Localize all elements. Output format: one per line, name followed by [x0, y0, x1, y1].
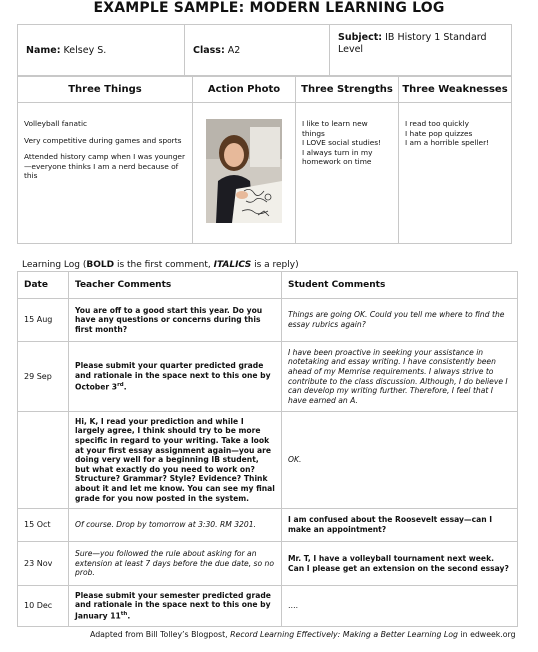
- student-info-table: [17, 24, 512, 76]
- log-date: 15 Aug: [18, 299, 69, 342]
- log-date: 29 Sep: [18, 342, 69, 412]
- strength-item: I always turn in my homework on time: [302, 147, 373, 166]
- teacher-comment: [69, 586, 282, 627]
- teacher-comment: You are off to a good start this year. Do you have any questions or concerns during this first month?: [69, 299, 282, 342]
- student-comment: Things are going OK. Could you tell me where to find the essay rubrics again?: [282, 299, 518, 342]
- student-comment: ….: [282, 586, 518, 627]
- teacher-comment-end: .: [123, 382, 127, 392]
- header-three-strengths: Three Strengths: [296, 77, 399, 103]
- log-label-suffix: is a reply): [251, 260, 299, 270]
- teacher-comment: Sure—you followed the rule about asking for an extension at least 7 days before the due date, so no prob.: [69, 542, 282, 586]
- class-value: A2: [227, 44, 241, 56]
- table-row: [18, 342, 518, 412]
- weakness-item: I am a horrible speller!: [405, 138, 490, 147]
- three-things-cell: [18, 103, 193, 244]
- class-cell: [185, 25, 330, 76]
- log-label-italics: ITALICS: [213, 260, 252, 270]
- learning-log-table: [17, 271, 518, 627]
- footer-suffix: in edweek.org: [458, 630, 516, 639]
- name-cell: [18, 25, 185, 76]
- source-credit: [90, 630, 516, 640]
- footer-prefix: Adapted from Bill Tolley’s Blogpost,: [90, 630, 231, 639]
- table-row: [18, 299, 518, 342]
- log-date: 23 Nov: [18, 542, 69, 586]
- thing-item: Very competitive during games and sports: [24, 135, 182, 145]
- header-date: Date: [18, 272, 69, 299]
- log-date: [18, 412, 69, 509]
- action-photo-image: [206, 119, 282, 223]
- strength-item: I like to learn new things: [302, 119, 368, 138]
- header-action-photo: Action Photo: [193, 77, 296, 103]
- teacher-comment-end: .: [127, 611, 131, 621]
- teacher-comment: [69, 342, 282, 412]
- footer-article-title: Record Learning Effectively: Making a Better Learning Log: [230, 630, 458, 639]
- subject-label: Subject:: [338, 32, 383, 43]
- teacher-comment: Of course. Drop by tomorrow at 3:30. RM 3201.: [69, 509, 282, 542]
- table-row: [18, 509, 518, 542]
- name-label: Name:: [26, 44, 61, 56]
- action-photo-cell: [193, 103, 296, 244]
- subject-value: IB History 1 Standard Level: [338, 32, 487, 55]
- log-label-middle: is the first comment,: [114, 260, 214, 270]
- student-comment: I am confused about the Roosevelt essay—can I make an appointment?: [282, 509, 518, 542]
- student-comment: OK.: [282, 412, 518, 509]
- table-row: [18, 586, 518, 627]
- profile-table: [17, 76, 512, 244]
- log-label-prefix: Learning Log (: [22, 260, 87, 270]
- page-title: EXAMPLE SAMPLE: MODERN LEARNING LOG: [93, 0, 445, 16]
- action-photo: [206, 119, 282, 223]
- table-row: [18, 542, 518, 586]
- weakness-item: I hate pop quizzes: [405, 128, 473, 138]
- teacher-comment: Hi, K, I read your prediction and while I largely agree, I think should try to be more specific in regard to your writing. Take a look at your first essay assignment again—you are doing very well for a beginning IB student, but what exactly do you need to work on? Structure? Grammar? Style? Evidence? Think about it and let me know. You can see my final grade for you now posted in the system.: [69, 412, 282, 509]
- thing-item: Attended history camp when I was younger—everyone thinks I am a nerd because of this: [24, 152, 185, 180]
- class-label: Class:: [193, 44, 225, 56]
- student-comment: Mr. T, I have a volleyball tournament next week. Can I please get an extension on the second essay?: [282, 542, 518, 586]
- three-weaknesses-cell: [399, 103, 512, 244]
- table-row: [18, 412, 518, 509]
- thing-item: Volleyball fanatic: [24, 119, 88, 128]
- log-date: 10 Dec: [18, 586, 69, 627]
- log-label-bold: BOLD: [86, 260, 115, 270]
- header-three-things: Three Things: [18, 77, 193, 103]
- header-student-comments: Student Comments: [282, 272, 518, 299]
- student-comment: I have been proactive in seeking your assistance in notetaking and essay writing. I have consistently been ahead of my Memrise requirements. I always strive to contribute to the class discussion. Although, I do believe I can develop my writing further. Therefore, I feel that I have earned an A.: [282, 342, 518, 412]
- header-teacher-comments: Teacher Comments: [69, 272, 282, 299]
- weakness-item: I read too quickly: [405, 119, 470, 128]
- header-three-weaknesses: Three Weaknesses: [399, 77, 512, 103]
- strength-item: I LOVE social studies!: [302, 138, 382, 147]
- log-date: 15 Oct: [18, 509, 69, 542]
- teacher-comment-sup: rd: [117, 381, 124, 388]
- subject-cell: [330, 25, 512, 76]
- name-value: Kelsey S.: [63, 44, 107, 56]
- teacher-comment-text: Please submit your semester predicted grade and rationale in the space next to this one by January 11: [75, 590, 271, 621]
- teacher-comment-sup: th: [120, 611, 128, 618]
- learning-log-label: [22, 259, 299, 271]
- three-strengths-cell: [296, 103, 399, 244]
- teacher-comment-text: Please submit your quarter predicted grade and rationale in the space next to this one by October 3: [75, 361, 271, 392]
